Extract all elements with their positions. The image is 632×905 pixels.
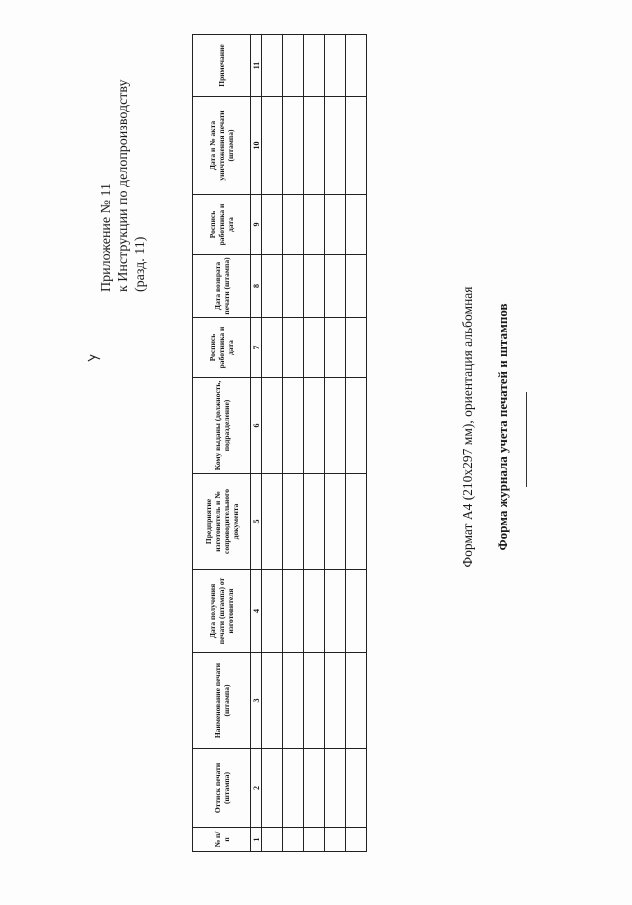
- table-cell: [262, 318, 283, 378]
- table-cell: [304, 255, 325, 318]
- appendix-reference: к Инструкции по делопроизводству: [116, 79, 131, 292]
- table-cell: [325, 35, 346, 97]
- table-cell: [304, 378, 325, 474]
- col-header-manufacturer: Предприятие изготовитель и № сопроводительного документа: [193, 474, 251, 570]
- col-number: 6: [251, 378, 262, 474]
- table-cell: [325, 318, 346, 378]
- table-cell: [262, 474, 283, 570]
- table-cell: [325, 195, 346, 255]
- table-cell: [325, 570, 346, 653]
- col-number: 11: [251, 35, 262, 97]
- table-header-row: [193, 35, 251, 852]
- table-cell: [325, 474, 346, 570]
- table-cell: [325, 653, 346, 749]
- appendix-title: Приложение № 11: [99, 183, 114, 292]
- col-header-issued-to: Кому выданы (должность, подразделение): [193, 378, 251, 474]
- table-row: [304, 35, 325, 852]
- col-header-note: Примечание: [193, 35, 251, 97]
- table-cell: [283, 570, 304, 653]
- col-number: 4: [251, 570, 262, 653]
- table-cell: [304, 195, 325, 255]
- format-note: Формат А4 (210х297 мм), ориентация альбомная: [460, 286, 475, 568]
- table-cell: [262, 570, 283, 653]
- table-cell: [283, 195, 304, 255]
- table-cell: [262, 255, 283, 318]
- table-cell: [346, 378, 367, 474]
- table-cell: [262, 35, 283, 97]
- col-header-destruction-act: Дата и № акта уничтожения печати (штампа): [193, 97, 251, 195]
- table-cell: [262, 828, 283, 852]
- table-cell: [346, 255, 367, 318]
- table-cell: [304, 828, 325, 852]
- table-cell: [262, 195, 283, 255]
- table-cell: [262, 653, 283, 749]
- table-cell: [346, 97, 367, 195]
- col-header-return-date: Дата возврата печати (штампа): [193, 255, 251, 318]
- table-cell: [283, 378, 304, 474]
- table-cell: [283, 828, 304, 852]
- table-cell: [304, 97, 325, 195]
- table-cell: [325, 828, 346, 852]
- table-cell: [304, 570, 325, 653]
- table-cell: [304, 474, 325, 570]
- table-cell: [283, 35, 304, 97]
- table-cell: [346, 828, 367, 852]
- table-cell: [325, 97, 346, 195]
- col-header-name: Наименование печати (штампа): [193, 653, 251, 749]
- divider-line: [526, 392, 527, 487]
- appendix-header: [98, 79, 149, 292]
- table-cell: [283, 474, 304, 570]
- seal-journal-table: [192, 34, 367, 852]
- col-header-imprint: Оттиск печати (штампа): [193, 749, 251, 828]
- appendix-section: (разд. 11): [133, 236, 148, 292]
- table-row: [283, 35, 304, 852]
- table-cell: [325, 749, 346, 828]
- col-number: 8: [251, 255, 262, 318]
- table-cell: [304, 318, 325, 378]
- col-header-number: № п/п: [193, 828, 251, 852]
- table-cell: [283, 749, 304, 828]
- table-cell: [325, 255, 346, 318]
- landscape-page: [0, 2, 632, 852]
- col-header-signature: Роспись работника и дата: [193, 318, 251, 378]
- table-number-row: [251, 35, 262, 852]
- col-number: 2: [251, 749, 262, 828]
- table-cell: [346, 318, 367, 378]
- table-cell: [346, 653, 367, 749]
- col-number: 3: [251, 653, 262, 749]
- table-row: [346, 35, 367, 852]
- table-cell: [346, 749, 367, 828]
- table-cell: [283, 653, 304, 749]
- table-cell: [304, 749, 325, 828]
- col-number: 10: [251, 97, 262, 195]
- col-number: 7: [251, 318, 262, 378]
- table-cell: [283, 255, 304, 318]
- table-cell: [262, 378, 283, 474]
- table-row: [325, 35, 346, 852]
- col-header-receipt-date: Дата получения печати (штампа) от изготовителя: [193, 570, 251, 653]
- table-cell: [304, 35, 325, 97]
- table-cell: [283, 318, 304, 378]
- table-cell: [283, 97, 304, 195]
- table-cell: [346, 195, 367, 255]
- table-cell: [346, 570, 367, 653]
- table-cell: [325, 378, 346, 474]
- table-cell: [304, 653, 325, 749]
- col-number: 5: [251, 474, 262, 570]
- table-cell: [346, 35, 367, 97]
- pen-mark-icon: [86, 350, 102, 364]
- table-cell: [262, 749, 283, 828]
- table-cell: [346, 474, 367, 570]
- col-header-signature-return: Роспись работника и дата: [193, 195, 251, 255]
- col-number: 9: [251, 195, 262, 255]
- form-title: Форма журнала учета печатей и штампов: [495, 303, 510, 551]
- col-number: 1: [251, 828, 262, 852]
- table-row: [262, 35, 283, 852]
- table-cell: [262, 97, 283, 195]
